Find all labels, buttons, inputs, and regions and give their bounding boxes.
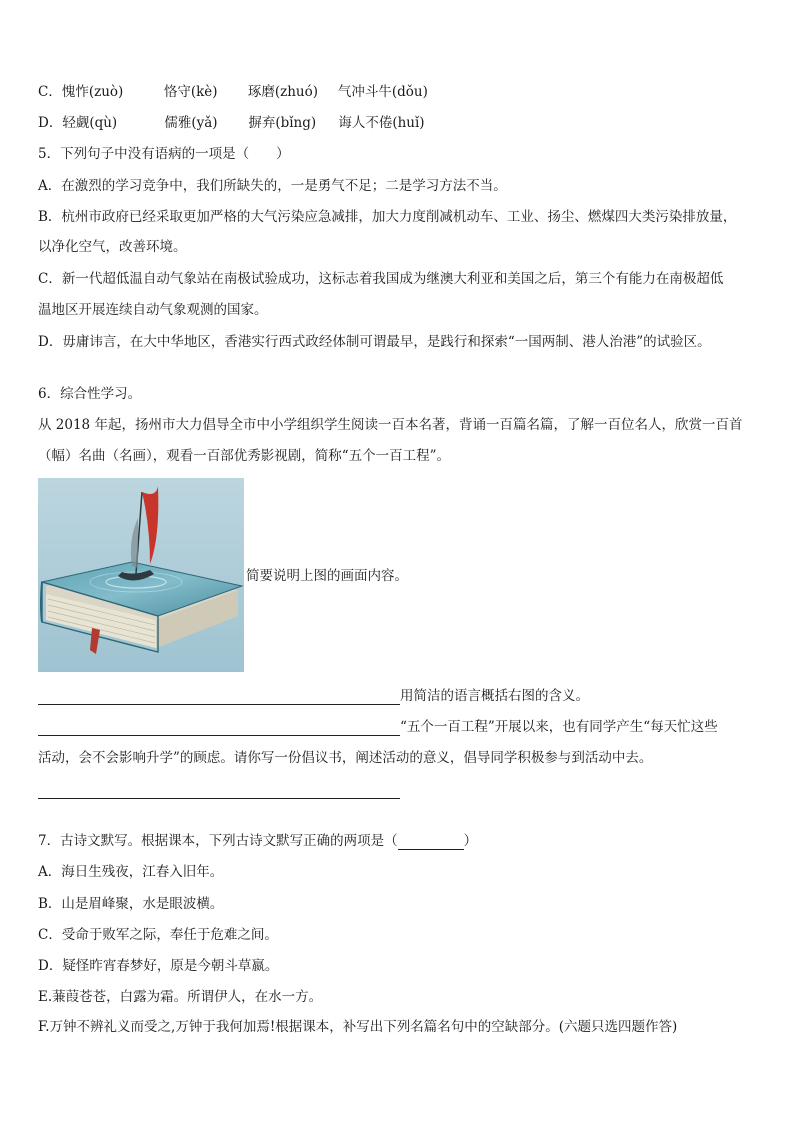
task-text: 用简洁的语言概括右图的含义。: [400, 688, 589, 704]
option-label: C．: [38, 84, 62, 100]
option-word: 摒弃(bǐng): [248, 115, 317, 131]
q5-option-a: A．在激烈的学习竞争中，我们所缺失的，一是勇气不足；二是学习方法不当。: [38, 178, 507, 194]
q5-option-c: C．新一代超低温自动气象站在南极试验成功，这标志着我国成为继澳大利亚和美国之后，第三个有能力在南极超低: [38, 271, 724, 287]
q7-option-f: F.万钟不辨礼义而受之,万钟于我何加焉!根据课本，补写出下列名篇名句中的空缺部分。(六题只选四题作答): [38, 1019, 678, 1035]
q6-task-3-cont: 活动，会不会影响升学”的顾虑。请你写一份倡议书，阐述活动的意义，倡导同学积极参与到活动中去。: [38, 750, 653, 766]
q5-option-d: D．毋庸讳言，在大中华地区，香港实行西式政经体制可谓最早，是践行和探索“一国两制、港人治港”的试验区。: [38, 334, 711, 350]
q6-task-2: [38, 687, 589, 705]
q6-answer-line: [38, 781, 400, 799]
q4-option-c: [38, 83, 428, 101]
option-word: 愧怍(zuò): [61, 84, 124, 100]
q7-option-a: A．海日生残夜，江春入旧年。: [38, 864, 224, 880]
option-word: 轻觑(qù): [62, 115, 118, 131]
answer-blank[interactable]: [398, 835, 464, 850]
option-word: 儒雅(yǎ): [164, 115, 218, 131]
option-word: 恪守(kè): [163, 84, 218, 100]
option-word: 琢磨(zhuó): [247, 84, 319, 100]
q5-option-b: B．杭州市政府已经采取更加严格的大气污染应急减排，加大力度削减机动车、工业、扬尘、燃煤四大类污染排放量，: [38, 209, 737, 225]
q7-stem: [38, 832, 477, 850]
stem-text: ）: [463, 833, 478, 849]
q6-paragraph: 从 2018 年起，扬州市大力倡导全市中小学组织学生阅读一百本名著，背诵一百篇名篇，了解一百位名人，欣赏一百首: [38, 417, 743, 433]
answer-blank[interactable]: [38, 784, 400, 799]
q5-option-b-cont: 以净化空气，改善环境。: [38, 239, 187, 255]
q6-paragraph-cont: （幅）名曲（名画），观看一百部优秀影视剧，简称“五个一百工程”。: [38, 448, 451, 464]
option-word: 诲人不倦(huǐ): [338, 115, 425, 131]
q7-option-e: E.蒹葭苍苍，白露为霜。所谓伊人，在水一方。: [38, 989, 323, 1005]
q7-option-c: C．受命于败军之际，奉任于危难之间。: [38, 927, 278, 943]
q7-option-d: D．疑怪昨宵春梦好，原是今朝斗草嬴。: [38, 958, 279, 974]
figure-caption: 简要说明上图的画面内容。: [246, 568, 408, 584]
book-sailboat-illustration: [38, 478, 244, 672]
option-word: 气冲斗牛(dǒu): [337, 84, 428, 100]
q6-task-3: [38, 718, 718, 736]
answer-blank[interactable]: [38, 721, 400, 736]
option-label: D．: [38, 115, 63, 131]
answer-blank[interactable]: [38, 690, 400, 705]
q6-title: 6．综合性学习。: [38, 386, 142, 402]
q7-option-b: B．山是眉峰聚，水是眼波横。: [38, 896, 224, 912]
q4-option-d: [38, 114, 425, 132]
q5-stem: 5．下列句子中没有语病的一项是（ ）: [38, 146, 290, 162]
task-text: “五个一百工程”开展以来，也有同学产生“每天忙这些: [400, 719, 718, 735]
q5-option-c-cont: 温地区开展连续自动气象观测的国家。: [38, 302, 268, 318]
stem-text: 7．古诗文默写。根据课本，下列古诗文默写正确的两项是（: [38, 833, 398, 849]
